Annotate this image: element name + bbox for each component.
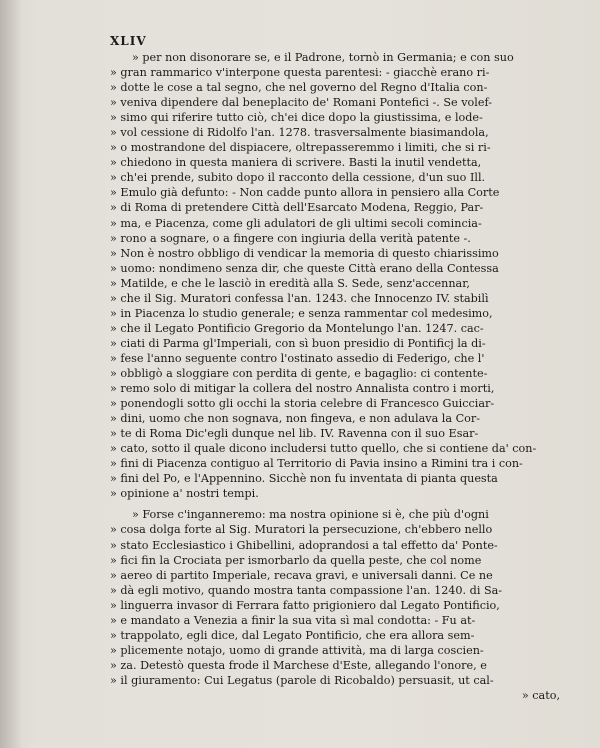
- text-line: » fici fin la Crociata per ismorbarlo da quella peste, che col nome: [110, 553, 482, 567]
- text-line: » remo solo di mitigar la collera del nostro Annalista contro i morti,: [110, 382, 495, 396]
- text-line: » fese l'anno seguente contro l'ostinato assedio di Federigo, che l': [110, 351, 485, 365]
- text-line: » opinione a' nostri tempi.: [110, 487, 259, 501]
- text-line: » Non è nostro obbligo di vendicar la memoria di questo chiarissimo: [110, 246, 499, 260]
- text-line: » trappolato, egli dice, dal Legato Pontificio, che era allora sem-: [110, 628, 475, 642]
- text-line: » vol cessione di Ridolfo l'an. 1278. trasversalmente biasimandola,: [110, 126, 489, 140]
- text-block: [110, 34, 566, 703]
- text-line: » chiedono in questa maniera di scrivere. Basti la inutil vendetta,: [110, 156, 482, 170]
- text-line: » ma, e Piacenza, come gli adulatori de gli ultimi secoli comincia-: [110, 216, 482, 230]
- text-line: » ciati di Parma gl'Imperiali, con sì buon presidio di Pontificj la di-: [110, 336, 486, 350]
- paragraph: [110, 507, 566, 688]
- text-line: » che il Sig. Muratori confessa l'an. 1243. che Innocenzo IV. stabilì: [110, 291, 489, 305]
- text-line: » obbligò a sloggiare con perdita di gente, e bagaglio: ci contente-: [110, 366, 488, 380]
- text-line: » di Roma di pretendere Città dell'Esarcato Modena, Reggio, Par-: [110, 201, 484, 215]
- text-line: » Matilde, e che le lasciò in eredità alla S. Sede, senz'accennar,: [110, 276, 470, 290]
- text-line: » e mandato a Venezia a finir la sua vita sì mal condotta: - Fu at-: [110, 613, 476, 627]
- text-line: » veniva dipendere dal beneplacito de' Romani Pontefici -. Se volef-: [110, 96, 493, 110]
- text-line: » simo qui riferire tutto ciò, ch'ei dice dopo la giustissima, e lode-: [110, 111, 483, 125]
- text-line: » cato, sotto il quale dicono includersi tutto quello, che si contiene da' con-: [110, 442, 537, 456]
- text-line: » dà egli motivo, quando mostra tanta compassione l'an. 1240. di Sa-: [110, 583, 503, 597]
- text-line: » Emulo già defunto: - Non cadde punto allora in pensiero alla Corte: [110, 186, 500, 200]
- text-line: » plicemente notajo, uomo di grande attività, ma di larga coscien-: [110, 643, 484, 657]
- text-line: » o mostrandone del dispiacere, oltrepasseremmo i limiti, che si ri-: [110, 141, 491, 155]
- paragraph: [110, 50, 566, 501]
- text-line: » dini, uomo che non sognava, non fingeva, e non adulava la Cor-: [110, 412, 481, 426]
- text-line: » rono a sognare, o a fingere con ingiuria della verità patente -.: [110, 231, 471, 245]
- text-line: » fini del Po, e l'Appennino. Sicchè non fu inventata di pianta questa: [110, 472, 498, 486]
- text-line: » in Piacenza lo studio generale; e senza rammentar col medesimo,: [110, 306, 493, 320]
- text-line: » il giuramento: Cui Legatus (parole di Ricobaldo) persuasit, ut cal-: [110, 673, 494, 687]
- text-line: » gran rammarico v'interpone questa parentesi: - giacchè erano ri-: [110, 66, 490, 80]
- text-line: » stato Ecclesiastico i Ghibellini, adoprandosi a tal effetto da' Ponte-: [110, 538, 498, 552]
- text-line: » per non disonorare se, e il Padrone, tornò in Germania; e con suo: [132, 51, 514, 64]
- text-line: » ch'ei prende, subito dopo il racconto della cessione, d'un suo Ill.: [110, 171, 486, 185]
- running-header: XLIV: [110, 34, 147, 48]
- body-text: [110, 50, 566, 688]
- text-line: » fini di Piacenza contiguo al Territorio di Pavia insino a Rimini tra i con-: [110, 457, 523, 471]
- text-line: » aereo di partito Imperiale, recava gravi, e universali danni. Ce ne: [110, 568, 493, 582]
- text-line: » cosa dolga forte al Sig. Muratori la persecuzione, ch'ebbero nello: [110, 523, 493, 537]
- text-line: » ponendogli sotto gli occhi la storia celebre di Francesco Guicciar-: [110, 397, 495, 411]
- text-line: » te di Roma Dic'egli dunque nel lib. IV. Ravenna con il suo Esar-: [110, 427, 479, 441]
- text-line: » dotte le cose a tal segno, che nel governo del Regno d'Italia con-: [110, 81, 488, 95]
- text-line: » linguerra invasor di Ferrara fatto prigioniero dal Legato Pontificio,: [110, 598, 500, 612]
- text-line: » uomo: nondimeno senza dir, che queste Città erano della Contessa: [110, 261, 499, 275]
- catchword: » cato,: [521, 688, 560, 702]
- text-line: » Forse c'inganneremo: ma nostra opinione si è, che più d'ogni: [132, 508, 489, 522]
- text-line: » che il Legato Pontificio Gregorio da Montelungo l'an. 1247. cac-: [110, 321, 484, 335]
- text-line: » za. Detestò questa frode il Marchese d'Este, allegando l'onore, e: [110, 658, 487, 672]
